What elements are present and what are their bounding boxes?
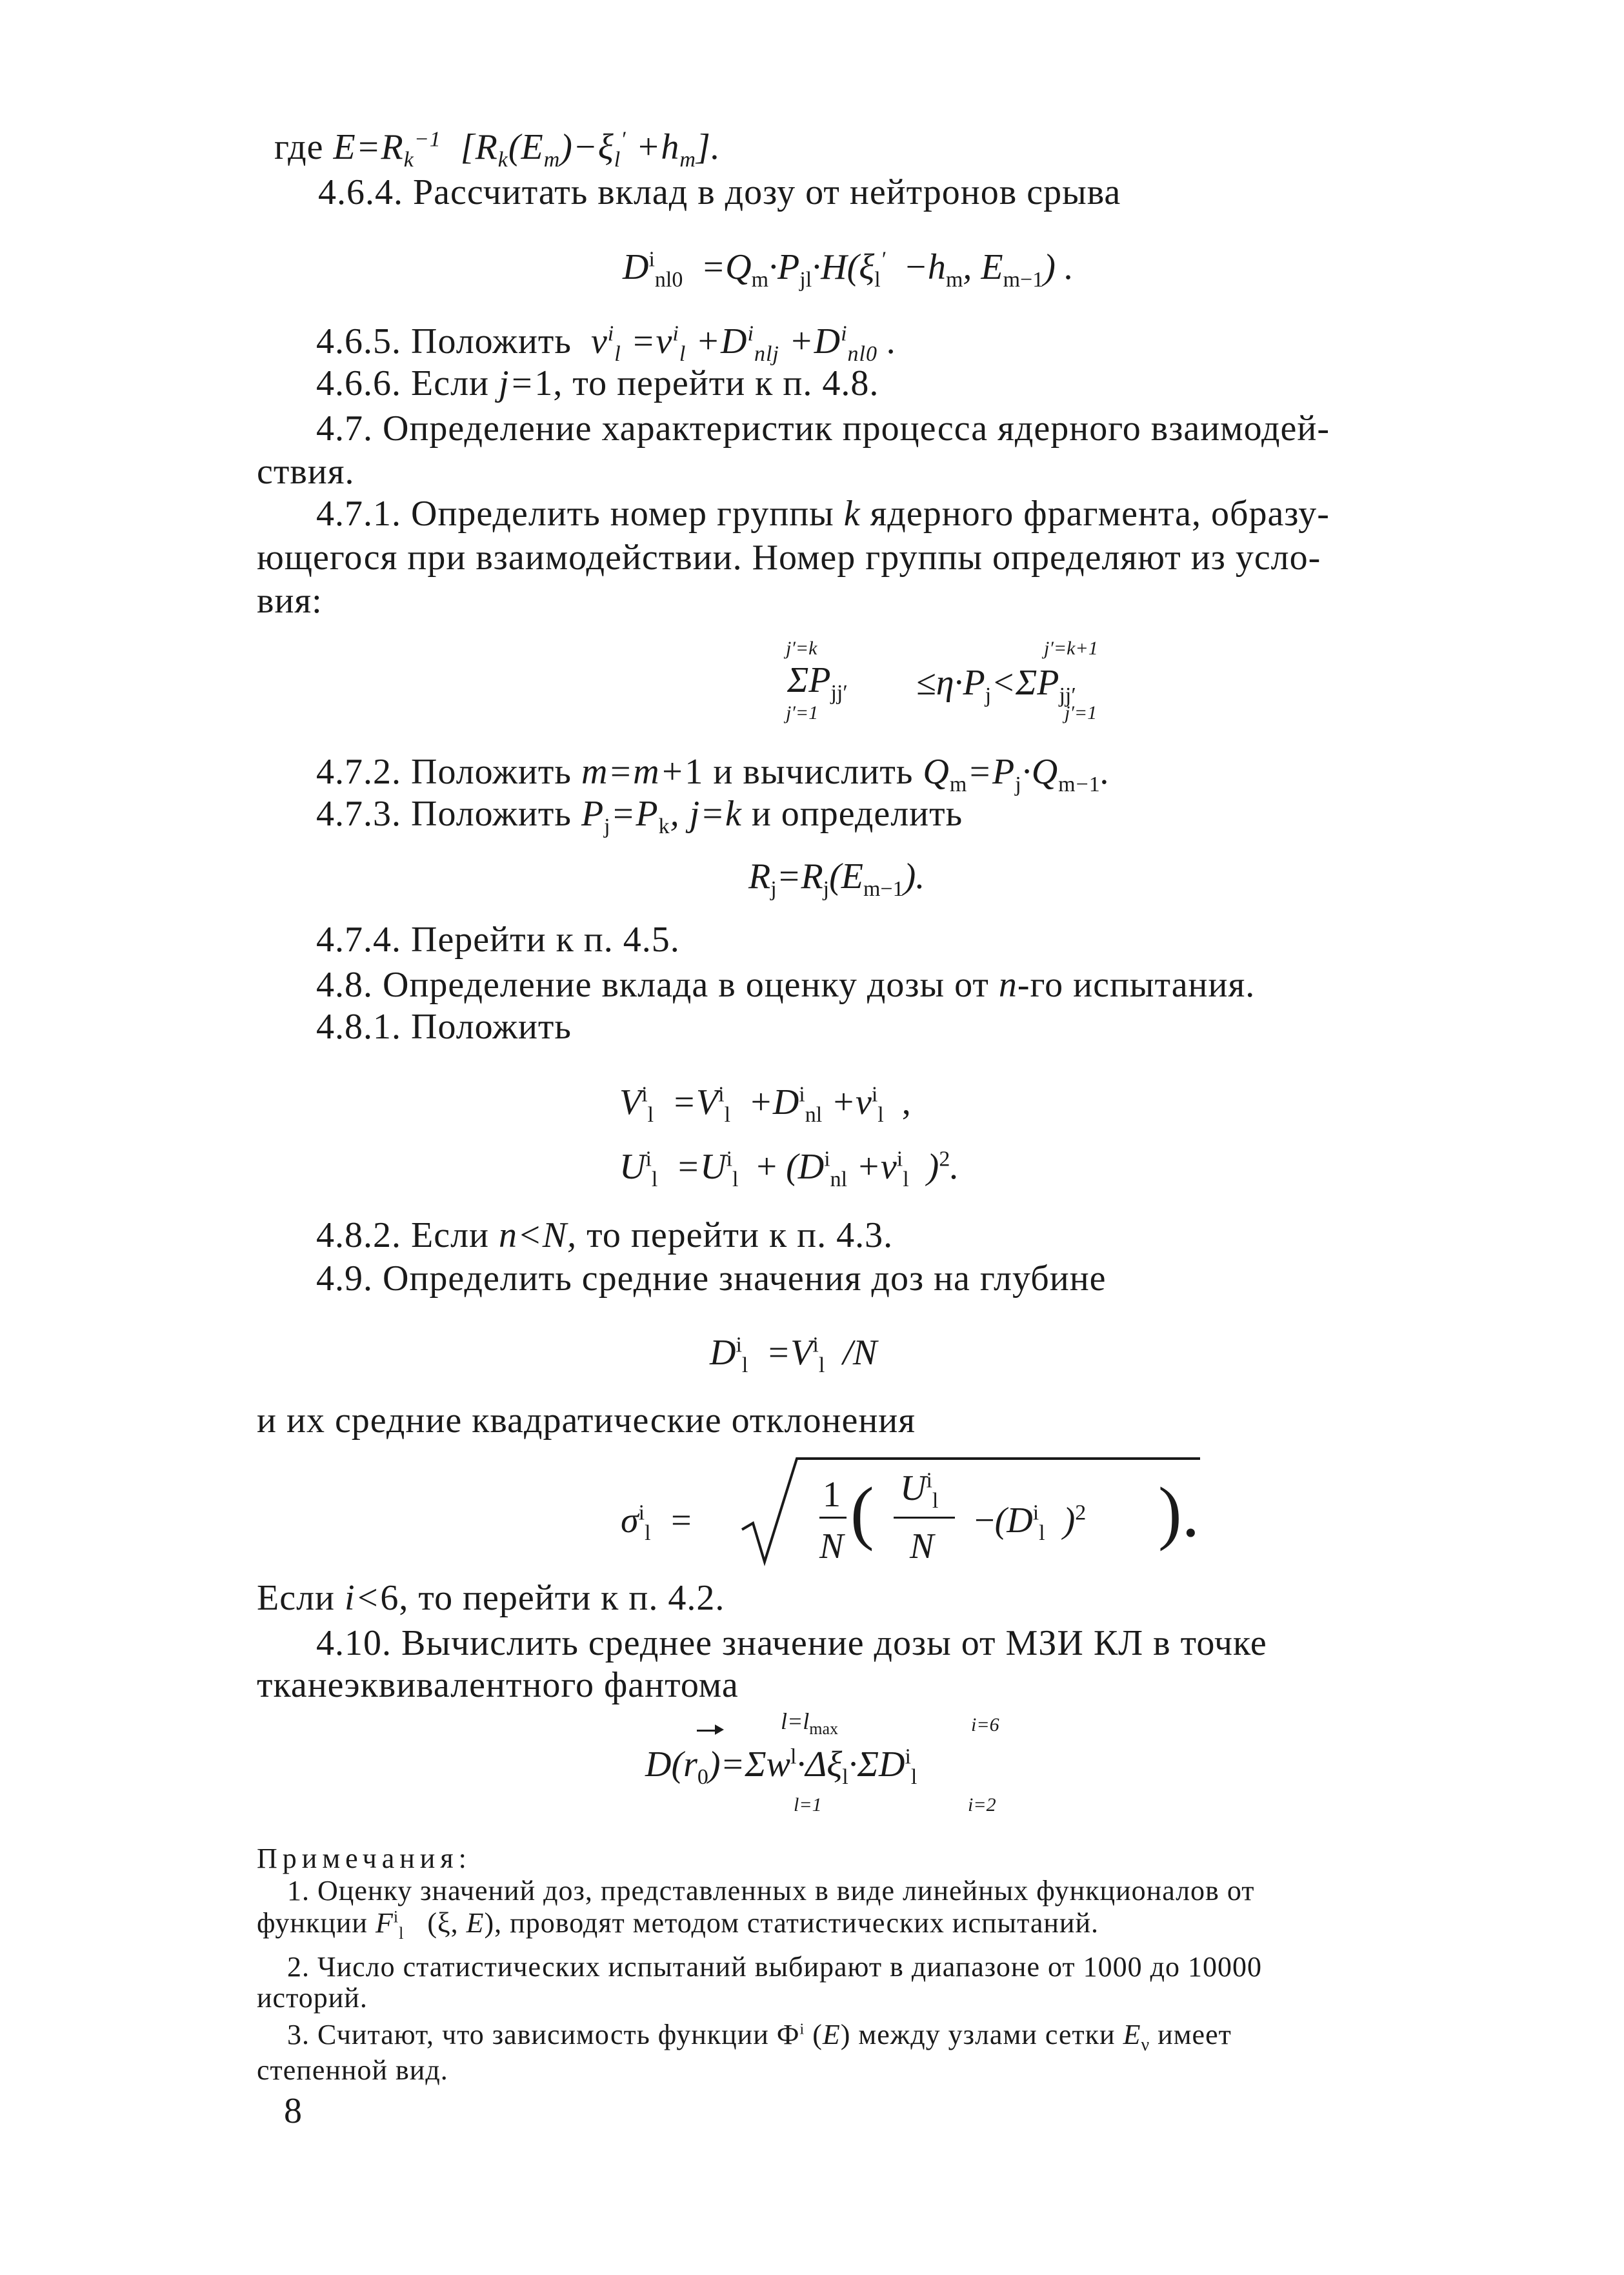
formula-limit-upper-l: $l=l_{max}$ — [781, 1708, 839, 1739]
formula-limit-lower-i: i=2 — [968, 1794, 996, 1815]
paren-open: ( — [850, 1473, 874, 1552]
text-item: 4.8. Определение вклада в оценку дозы от — [316, 965, 989, 1005]
formula-n-denominator: N — [819, 1526, 844, 1566]
note-text: между узлами сетки — [858, 2019, 1116, 2050]
formula-d-mean: $D^i_l =V^i_l$ /N — [710, 1333, 877, 1378]
formula-r-assign: $R_j=R_j(E_{m-1})$. — [748, 856, 925, 902]
vector-arrowhead-icon — [715, 1724, 724, 1735]
formula-n-lt-N: n<N, — [498, 1215, 577, 1255]
formula-one-over-n: 1 — [823, 1475, 841, 1515]
text-item: 4.7.2. Положить — [316, 752, 572, 792]
text-item: ядерного фрагмента, образу- — [870, 494, 1330, 534]
radical-sign-icon — [739, 1452, 1203, 1568]
text-item: -го испытания. — [1017, 965, 1256, 1005]
formula-f-i-l: $F^i_l$ — [375, 1907, 405, 1943]
fraction-bar — [894, 1517, 955, 1519]
formula-m-increment: m=m+ — [581, 752, 685, 792]
formula-d-nl0: $D^i_{nl0} =Q_m\cdot P_{jl}\cdot H(\xi_l' -h_m$, $E_{m-1}$) . — [623, 247, 1074, 292]
text-item: 4.6.6. Если — [316, 363, 489, 403]
formula-p-assign: $P_j=P_k$, j=k — [581, 794, 742, 839]
note-3-line-1: 3. Считают, что зависимость функции $Ф^i$ (E) между узлами сетки $E_\nu$ имеет — [287, 2019, 1232, 2055]
text-item: 4.6.5. Положить — [316, 321, 572, 361]
formula-n-denominator: N — [910, 1526, 934, 1566]
text-line: 4.9. Определить средние значения доз на глубине — [316, 1259, 1107, 1299]
text-line — [316, 1212, 893, 1259]
text-line: и их средние квадратические отклонения — [257, 1400, 916, 1441]
note-2-line-2: историй. — [257, 1982, 368, 2014]
page-number: 8 — [284, 2091, 302, 2131]
formula-e-definition: $E=R_k^{-1}$ $[R_k(E_m)-\xi_l' +h_m]$. — [333, 127, 721, 172]
formula-m-one: 1 — [685, 752, 704, 792]
formula-j-val: 1, — [534, 363, 563, 403]
paren-close: ). — [1158, 1473, 1200, 1552]
text-item: 4.8.2. Если — [316, 1215, 489, 1255]
note-text: проводят методом статистических испытаний. — [510, 1907, 1099, 1939]
note-text: имеет — [1158, 2019, 1232, 2050]
text-line — [316, 962, 1255, 1008]
text-line: ющегося при взаимодействии. Номер группы определяют из усло- — [257, 538, 1321, 578]
text-item: Если — [257, 1578, 335, 1618]
note-2-line-1: 2. Число статистических испытаний выбирают в диапазоне от 1000 до 10000 — [287, 1951, 1263, 1983]
text-line: 4.7. Определение характеристик процесса ядерного взаимодей- — [316, 409, 1330, 449]
text-where: где — [274, 127, 324, 167]
text-line — [316, 490, 1330, 537]
formula-d-r0: $D(r_0)=\Sigma w^l\cdot\Delta\xi_l\cdot\Sigma D^i_l$ — [645, 1744, 917, 1790]
text-item: 4.7.3. Положить — [316, 794, 572, 834]
note-text: функции — [257, 1907, 368, 1939]
formula-u-numerator: $U^i_l$ — [900, 1468, 939, 1513]
formula-sum-left: $\Sigma P_{jj'}$ — [787, 660, 848, 705]
text-line — [316, 749, 1110, 795]
formula-limit-upper-i: i=6 — [971, 1714, 999, 1735]
note-1-line-1: 1. Оценку значений доз, представленных в виде линейных функционалов от — [287, 1875, 1255, 1906]
note-1-line-2: функции $F^i_l$ (ξ, E), проводят методом статистических испытаний. — [257, 1907, 1099, 1943]
formula-q-update: $Q_m=P_j\cdot Q_{m-1}$. — [923, 752, 1110, 797]
text-line — [257, 1575, 725, 1621]
formula-inequality: $\le\eta\cdot P_j<\Sigma P_{jj'}$ — [916, 663, 1076, 708]
text-line: тканеэквивалентного фантома — [257, 1665, 739, 1705]
formula-v-accum: $V^i_l =V^i_l +D^i_{nl} +v^i_l$ , — [619, 1082, 911, 1127]
formula-six: 6, — [380, 1578, 409, 1618]
formula-limit-lower-l: l=1 — [794, 1794, 822, 1815]
text-item: и вычислить — [713, 752, 914, 792]
formula-u-accum: $U^i_l =U^i_l + (D^i_{nl} +v^i_l$ )$^2$. — [619, 1147, 959, 1192]
text-line — [274, 124, 721, 170]
formula-minus-d-squared: $-(D^i_l$ )$^2$ — [974, 1501, 1087, 1546]
notes-heading: Примечания: — [257, 1843, 472, 1874]
formula-limit-lower-right: j′=1 — [1065, 702, 1098, 723]
text-line: вия: — [257, 581, 323, 621]
text-line: 4.7.4. Перейти к п. 4.5. — [316, 920, 680, 960]
text-line: 4.6.4. Рассчитать вклад в дозу от нейтронов срыва — [318, 172, 1121, 212]
formula-j-eq-1: j= — [498, 363, 535, 403]
formula-n: n — [998, 965, 1018, 1005]
formula-e-nu: $E_\nu$ — [1123, 2019, 1150, 2055]
text-line — [316, 360, 879, 407]
formula-v-update: $v^i_l =v^i_l +D^i_{nlj} +D^i_{nl0}$ . — [581, 321, 897, 367]
text-item: 4.7.1. Определить номер группы — [316, 494, 834, 534]
formula-i-lt-6: i< — [344, 1578, 381, 1618]
text-line: 4.8.1. Положить — [316, 1007, 572, 1047]
text-item: и определить — [751, 794, 963, 834]
text-line — [316, 791, 963, 837]
formula-limit-lower-left: j′=1 — [786, 702, 819, 723]
formula-sigma-lhs: $\sigma^i_l$ = — [621, 1501, 694, 1546]
text-item: то перейти к п. 4.2. — [418, 1578, 725, 1618]
note-text: 3. Считают, что зависимость функции Ф — [287, 2019, 800, 2050]
text-item: то перейти к п. 4.8. — [572, 363, 879, 403]
formula-limit-upper-right: j′=k+1 — [1044, 638, 1098, 659]
formula-k: k — [843, 494, 861, 534]
text-item: то перейти к п. 4.3. — [586, 1215, 894, 1255]
formula-limit-upper-left: j′=k — [786, 638, 817, 659]
note-3-line-2: степенной вид. — [257, 2054, 448, 2086]
text-line: ствия. — [257, 452, 355, 492]
text-line: 4.10. Вычислить среднее значение дозы от МЗИ КЛ в точке — [316, 1623, 1267, 1663]
text-line — [316, 318, 897, 365]
fraction-bar — [819, 1517, 847, 1519]
